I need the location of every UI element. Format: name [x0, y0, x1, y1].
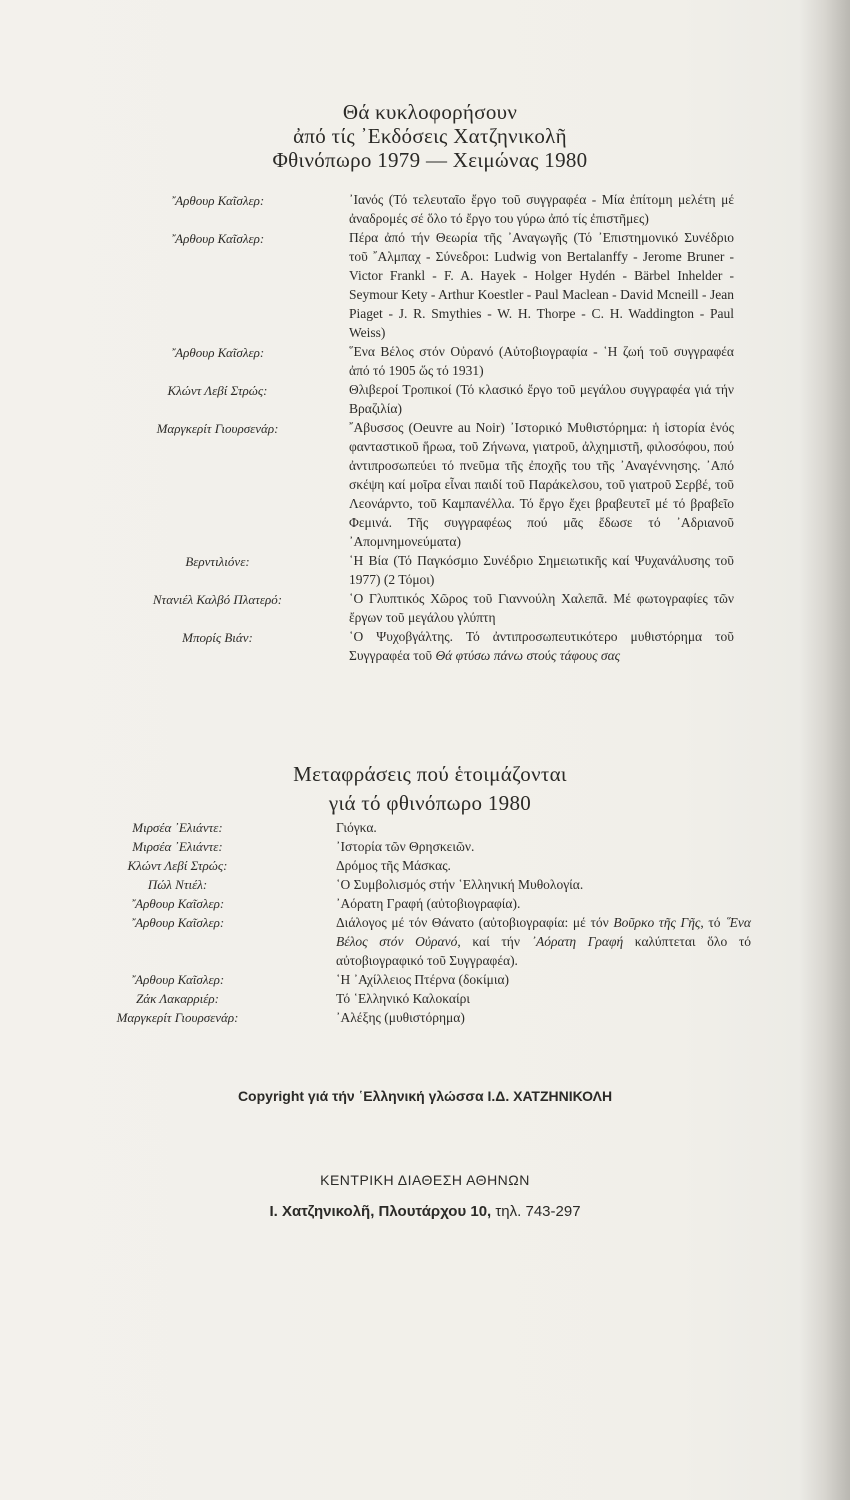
book-title: Δρόμος τῆς Μάσκας.: [336, 858, 451, 873]
author-name: Μιρσέα ᾿Ελιάντε:: [132, 820, 223, 835]
list-item: [95, 228, 735, 342]
list-item: [80, 913, 760, 970]
book-title: ῾Ο Γλυπτικός Χῶρος τοῦ Γιαννούλη Χαλεπᾶ. Μέ φωτογραφίες τῶν ἔργων τοῦ μεγάλου γλύπτη: [349, 591, 734, 625]
author-name: Πώλ Ντιέλ:: [147, 877, 208, 892]
author-name: Βερντιλιόνε:: [185, 554, 250, 569]
list-item: [95, 627, 735, 665]
list-item: [95, 190, 735, 228]
list-item: [80, 1008, 760, 1027]
author-name: Ζάκ Λακαρριέρ:: [136, 991, 219, 1006]
list-item: [80, 818, 760, 837]
author-name: Μαργκερίτ Γιουρσενάρ:: [116, 1010, 239, 1025]
author-name: Κλώντ Λεβί Στρώς:: [167, 383, 268, 398]
book-title: ῾Ο Συμβολισμός στήν ῾Ελληνική Μυθολογία.: [336, 877, 584, 892]
book-title: [349, 627, 734, 665]
title-part: , καί τήν: [457, 934, 520, 949]
list-item: [80, 894, 760, 913]
book-title: ῾Η ᾿Αχίλλειος Πτέρνα (δοκίμια): [336, 972, 510, 987]
translations-heading: [200, 760, 660, 818]
title-italic: Βοῦρκο τῆς Γῆς: [613, 915, 701, 930]
author-name: ῎Αρθουρ Καῖσλερ:: [130, 915, 225, 930]
book-title-text: ῾Ο Ψυχοβγάλτης. Τό ἀντιπροσωπευτικότερο μυθιστόρημα τοῦ Συγγραφέα τοῦ: [349, 629, 734, 663]
book-title: Πέρα ἀπό τήν Θεωρία τῆς ᾿Αναγωγῆς (Τό ᾿Επιστημονικό Συνέδριο τοῦ ῎Αλμπαχ - Σύνεδροι: Ludwig von Bertalanffy - Jerome Bruner - Victor Frankl - F. A. Hayek - Holger Hydén - Bärbel Inhelder - Seymour Kety - Arthur Koestler - Paul Maclean - David Mcneill - Jean Piaget - J. R. Smythies - W. H. Thorpe - C. H. Waddington - Paul Weiss): [349, 230, 734, 340]
list-item: [80, 970, 760, 989]
title-part: καλύπτεται ὅλο τό αὐτοβιογραφικό τοῦ Συγγραφέα).: [336, 934, 751, 968]
book-title: Θλιβεροί Τροπικοί (Τό κλασικό ἔργο τοῦ μεγάλου συγγραφέα γιά τήν Βραζιλία): [349, 382, 734, 416]
book-title: ᾿Αλέξης (μυθιστόρημα): [336, 1010, 465, 1025]
book-title: ᾿Ιστορία τῶν Θρησκειῶν.: [336, 839, 475, 854]
author-name: ῎Αρθουρ Καῖσλερ:: [170, 231, 265, 246]
author-name: Κλώντ Λεβί Στρώς:: [127, 858, 228, 873]
author-name: ῎Αρθουρ Καῖσλερ:: [170, 193, 265, 208]
title-part: Διάλογος μέ τόν Θάνατο (αὐτοβιογραφία: μέ τόν: [336, 915, 609, 930]
title-italic: ῞Ενα Βέλος στόν Οὐρανό: [336, 915, 752, 949]
author-name: Μπορίς Βιάν:: [182, 630, 253, 645]
heading-line-1: Μεταφράσεις πού ἑτοιμάζονται: [293, 762, 567, 786]
author-name: ῎Αρθουρ Καῖσλερ:: [170, 345, 265, 360]
book-title-italic: Θά φτύσω πάνω στούς τάφους σας: [435, 648, 621, 663]
title-italic: ᾿Αόρατη Γραφή: [531, 934, 624, 949]
book-title: ῞Ενα Βέλος στόν Οὐρανό (Αὐτοβιογραφία - ῾Η ζωή τοῦ συγγραφέα ἀπό τό 1905 ὥς τό 1931): [349, 344, 734, 378]
book-title: ῎Αβυσσος (Oeuvre au Noir) ᾿Ιστορικό Μυθιστόρημα: ἡ ἱστορία ἑνός φανταστικοῦ ἥρωα, τοῦ Ζήνωνα, γιατροῦ, ἀλχημιστῆ, φιλοσόφου, πού ἀντιπροσωπεύει τό πνεῦμα τῆς ἐποχῆς του τῆς ᾿Αναγέννησης. ᾿Από σκέψη καί μοῖρα εἶναι παιδί τοῦ Παράκελσου, τοῦ γιατροῦ Σερβέ, τοῦ Λεονάρντο, τοῦ Καμπανέλλα. Τό ἔργο ἔχει βραβευτεῖ μέ τό βραβεῖο Φεμινά. Τῆς συγγραφέως πού μᾶς ἔδωσε τό ᾿Αδριανοῦ ᾿Απομνημονεύματα): [349, 420, 734, 549]
author-name: Μαργκερίτ Γιουρσενάρ:: [156, 421, 279, 436]
list-item: [95, 380, 735, 418]
heading-line-2: γιά τό φθινόπωρο 1980: [328, 791, 532, 815]
forthcoming-list: [95, 190, 735, 665]
list-item: [95, 551, 735, 589]
translations-list: [80, 818, 760, 1027]
phone-number: τηλ. 743-297: [491, 1203, 581, 1220]
address-text: Ι. Χατζηνικολῆ, Πλουτάρχου 10,: [269, 1203, 492, 1220]
heading-line-2: ἀπό τίς ᾿Εκδόσεις Χατζηνικολῆ: [293, 124, 567, 148]
copyright-notice: Copyright γιά τήν ῾Ελληνική γλώσσα Ι.Δ. ΧΑΤΖΗΝΙΚΟΛΗ: [237, 1088, 613, 1104]
author-name: Μιρσέα ᾿Ελιάντε:: [132, 839, 223, 854]
book-title: ᾿Αόρατη Γραφή (αὐτοβιογραφία).: [336, 896, 521, 911]
forthcoming-heading: [200, 100, 660, 172]
distribution-heading: ΚΕΝΤΡΙΚΗ ΔΙΑΘΕΣΗ ΑΘΗΝΩΝ: [320, 1172, 530, 1188]
list-item: [80, 837, 760, 856]
book-title: [336, 913, 751, 970]
author-name: Ντανιέλ Καλβό Πλατερό:: [152, 592, 283, 607]
list-item: [80, 989, 760, 1008]
book-title: ᾿Ιανός (Τό τελευταῖο ἔργο τοῦ συγγραφέα - Μία ἐπίτομη μελέτη μέ ἀναδρομές σέ ὅλο τό ἔργο του γύρω ἀπό τίς ἐπιστῆμες): [349, 192, 734, 226]
author-name: ῎Αρθουρ Καῖσλερ:: [130, 896, 225, 911]
book-title: Γιόγκα.: [336, 820, 377, 835]
author-name: ῎Αρθουρ Καῖσλερ:: [130, 972, 225, 987]
list-item: [95, 418, 735, 551]
book-title: Τό ῾Ελληνικό Καλοκαίρι: [336, 991, 470, 1006]
list-item: [80, 875, 760, 894]
list-item: [95, 342, 735, 380]
list-item: [95, 589, 735, 627]
publisher-address: [100, 1203, 750, 1220]
heading-line-1: Θά κυκλοφορήσουν: [342, 100, 518, 124]
heading-line-3: Φθινόπωρο 1979 — Χειμώνας 1980: [272, 148, 588, 172]
book-title: ῾Η Βία (Τό Παγκόσμιο Συνέδριο Σημειωτικῆς καί Ψυχανάλυσης τοῦ 1977) (2 Τόμοι): [349, 553, 734, 587]
title-part: , τό: [700, 915, 721, 930]
list-item: [80, 856, 760, 875]
